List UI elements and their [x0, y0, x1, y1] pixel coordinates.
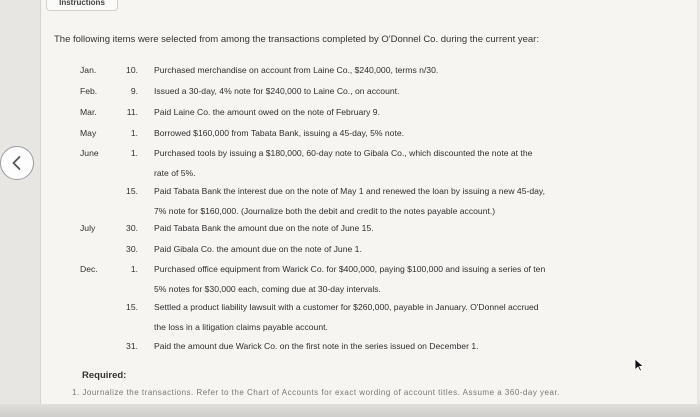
transaction-description-line: Purchased merchandise on account from Laine Co., $240,000, terms n/30.	[154, 65, 439, 75]
intro-text: The following items were selected from among the transactions completed by O'Donnel Co. during the current year:	[54, 34, 539, 45]
transaction-description	[154, 123, 404, 143]
transaction-description-line: Settled a product liability lawsuit with a customer for $260,000, payable in January. O'Donnel accrued	[154, 302, 539, 312]
chevron-left-icon	[8, 154, 26, 172]
transaction-day: 1.	[130, 128, 138, 138]
transaction-description	[154, 259, 545, 299]
transaction-description-line: Paid Tabata Bank the interest due on the note of May 1 and renewed the loan by issuing a new 45-day,	[154, 186, 545, 196]
transaction-month: Mar.	[80, 107, 97, 117]
transaction-description-line: Paid Gibala Co. the amount due on the note of June 1.	[154, 244, 362, 254]
required-heading: Required:	[82, 370, 127, 381]
transaction-description	[154, 81, 399, 101]
transaction-month: June	[80, 148, 99, 158]
back-button[interactable]	[0, 146, 34, 180]
required-item-1: 1. Journalize the transactions. Refer to the Chart of Accounts for exact wording of account titles. Assume a 360-day year.	[72, 388, 560, 397]
transaction-description-line: 7% note for $160,000. (Journalize both the debit and credit to the notes payable account.)	[154, 206, 496, 216]
transaction-day: 9.	[130, 86, 138, 96]
transaction-description-line: Purchased office equipment from Warick Co. for $400,000, paying $100,000 and issuing a series of ten	[154, 264, 546, 274]
transaction-description	[154, 143, 532, 183]
mouse-cursor-icon	[634, 358, 644, 372]
transaction-description-line: Borrowed $160,000 from Tabata Bank, issuing a 45-day, 5% note.	[154, 128, 405, 138]
transaction-description-line: Paid Laine Co. the amount owed on the note of February 9.	[154, 107, 380, 117]
transaction-description	[154, 239, 362, 259]
transaction-description	[154, 181, 545, 221]
transaction-description	[154, 60, 438, 80]
transaction-day: 11.	[126, 107, 138, 117]
bottom-edge	[0, 404, 700, 417]
transaction-description-line: Issued a 30-day, 4% note for $240,000 to Laine Co., on account.	[154, 86, 400, 96]
transaction-month: July	[80, 223, 96, 233]
transaction-month: Dec.	[80, 264, 98, 274]
transaction-description-line: the loss in a litigation claims payable account.	[154, 322, 328, 332]
transaction-day: 31.	[126, 341, 138, 351]
transaction-day: 30.	[126, 244, 138, 254]
transaction-description-line: rate of 5%.	[154, 168, 196, 178]
transaction-description	[154, 297, 539, 337]
transaction-description-line: Purchased tools by issuing a $180,000, 60-day note to Gibala Co., which discounted the note at the	[154, 148, 533, 158]
transaction-day: 1.	[130, 148, 138, 158]
instructions-tab[interactable]: Instructions	[46, 0, 118, 11]
transaction-day: 15.	[126, 302, 138, 312]
transaction-day: 10.	[126, 65, 138, 75]
transaction-month: May	[80, 128, 97, 138]
transaction-description	[154, 102, 380, 122]
transaction-month: Feb.	[80, 86, 98, 96]
transaction-description	[154, 218, 374, 238]
transaction-description	[154, 336, 479, 356]
transaction-description-line: Paid Tabata Bank the amount due on the note of June 15.	[154, 223, 374, 233]
transaction-description-line: 5% notes for $30,000 each, coming due at 30-day intervals.	[154, 284, 381, 294]
transaction-month: Jan.	[80, 65, 97, 75]
transaction-day: 1.	[130, 264, 138, 274]
transaction-day: 15.	[126, 186, 138, 196]
transaction-description-line: Paid the amount due Warick Co. on the first note in the series issued on December 1.	[154, 341, 479, 351]
transaction-day: 30.	[126, 223, 138, 233]
